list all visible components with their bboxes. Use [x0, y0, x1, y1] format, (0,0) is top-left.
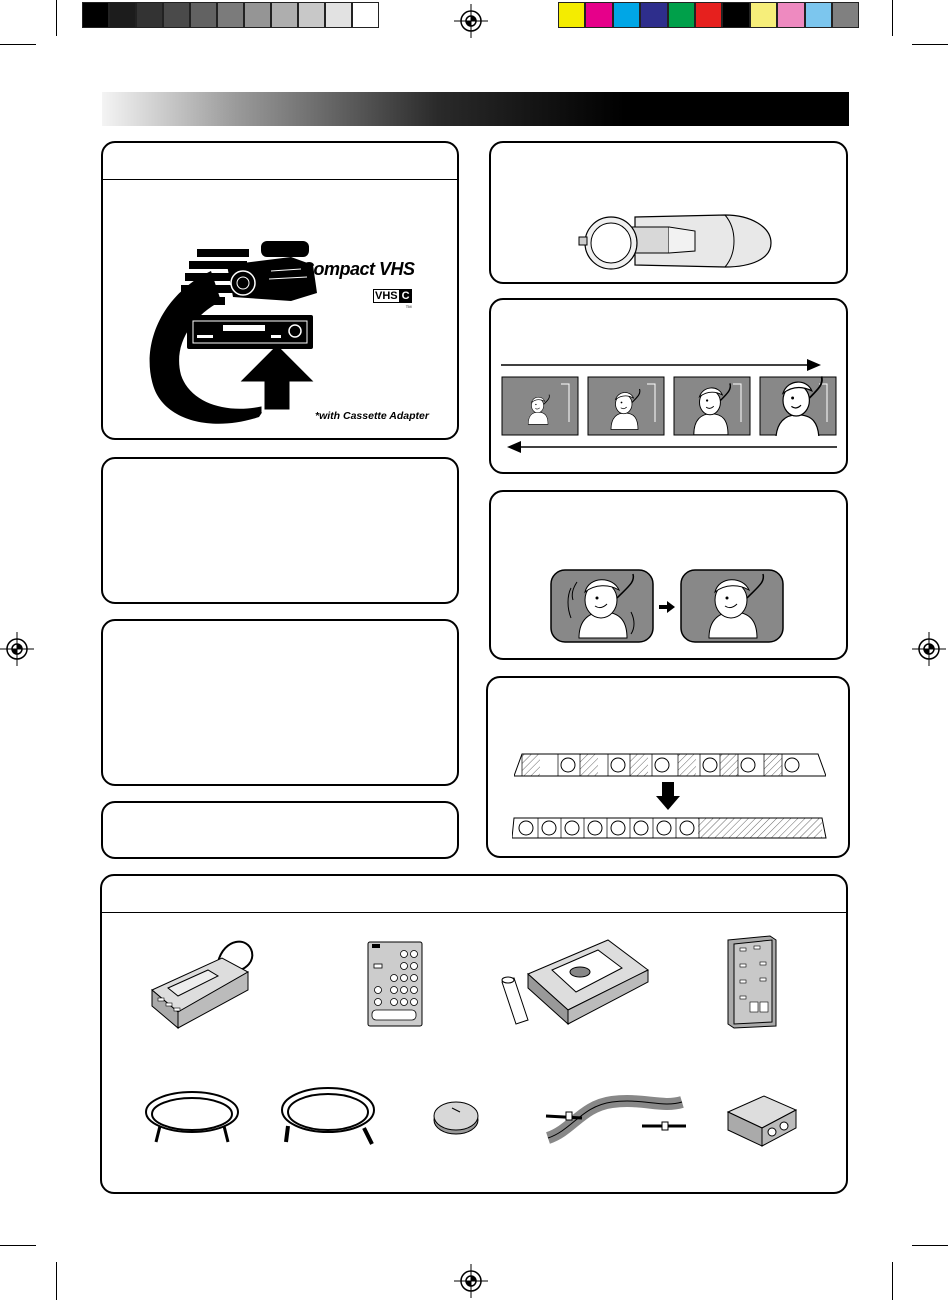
viewfinder-illustration — [575, 209, 775, 271]
crop-mark — [892, 0, 893, 36]
zoom-frame — [759, 376, 837, 436]
color-swatch — [668, 2, 695, 28]
cassette-adapter-icon — [498, 934, 652, 1034]
registration-mark-bottom — [454, 1264, 488, 1298]
ac-power-adapter-icon — [148, 932, 260, 1032]
remote-control-icon — [366, 940, 426, 1028]
section-header-bar — [102, 92, 849, 126]
stable-image-screen — [679, 568, 785, 644]
color-swatch — [777, 2, 804, 28]
compact-vhs-logo: Compact VHS — [301, 259, 415, 279]
cassette-adapter-note: *with Cassette Adapter — [315, 410, 429, 422]
zoom-frame — [673, 376, 751, 436]
crop-mark — [912, 44, 948, 45]
color-swatch — [640, 2, 667, 28]
panel-blank-1 — [101, 457, 459, 604]
panel-compact-vhs — [101, 141, 459, 440]
gray-swatch — [109, 2, 136, 28]
color-swatch — [805, 2, 832, 28]
registration-mark-left — [0, 632, 34, 666]
panel-accessories — [100, 874, 848, 1194]
shoulder-strap-icon — [542, 1086, 688, 1152]
battery-pack-icon — [720, 934, 784, 1030]
crop-mark — [912, 1245, 948, 1246]
gray-swatch — [190, 2, 217, 28]
gray-swatch — [163, 2, 190, 28]
color-swatch — [695, 2, 722, 28]
right-arrow-icon — [659, 601, 675, 613]
panel-viewfinder — [489, 141, 848, 284]
crop-mark — [892, 1262, 893, 1300]
scart-adapter-icon — [724, 1088, 800, 1152]
color-swatch — [613, 2, 640, 28]
crop-mark — [0, 44, 36, 45]
gray-swatch — [82, 2, 109, 28]
filmstrip-bottom — [512, 814, 828, 840]
color-swatch — [585, 2, 612, 28]
gray-swatch — [298, 2, 325, 28]
down-arrow-icon — [656, 782, 680, 810]
av-cable-icon — [142, 1086, 242, 1150]
color-swatch — [750, 2, 777, 28]
panel-stabilizer — [489, 490, 848, 660]
gray-swatch — [325, 2, 352, 28]
zoom-out-arrow — [507, 440, 837, 454]
panel-filmstrip — [486, 676, 850, 858]
gray-swatch — [271, 2, 298, 28]
filmstrip-top — [514, 750, 826, 780]
panel-blank-2 — [101, 619, 459, 786]
crop-mark — [56, 0, 57, 36]
registration-mark-top — [454, 4, 488, 38]
zoom-frame — [501, 376, 579, 436]
tm-mark: TM — [405, 304, 412, 309]
gray-swatch — [217, 2, 244, 28]
vhs-c-logo — [373, 286, 412, 309]
gray-swatch — [352, 2, 379, 28]
color-swatch — [722, 2, 749, 28]
panel-divider — [102, 912, 846, 913]
gray-swatch — [136, 2, 163, 28]
panel-blank-3 — [101, 801, 459, 859]
panel-zoom — [489, 298, 848, 474]
lithium-battery-icon — [432, 1098, 480, 1138]
zoom-in-arrow — [501, 358, 823, 372]
registration-mark-right — [912, 632, 946, 666]
color-swatch — [832, 2, 859, 28]
zoom-frame — [587, 376, 665, 436]
s-video-cable-icon — [278, 1082, 378, 1152]
gray-swatch — [244, 2, 271, 28]
vhs-logo-text: VHS — [375, 290, 398, 302]
crop-mark — [56, 1262, 57, 1300]
shaky-image-screen — [549, 568, 655, 644]
crop-mark — [0, 1245, 36, 1246]
panel-divider — [103, 179, 457, 180]
color-swatch — [558, 2, 585, 28]
c-logo-text: C — [401, 290, 410, 302]
